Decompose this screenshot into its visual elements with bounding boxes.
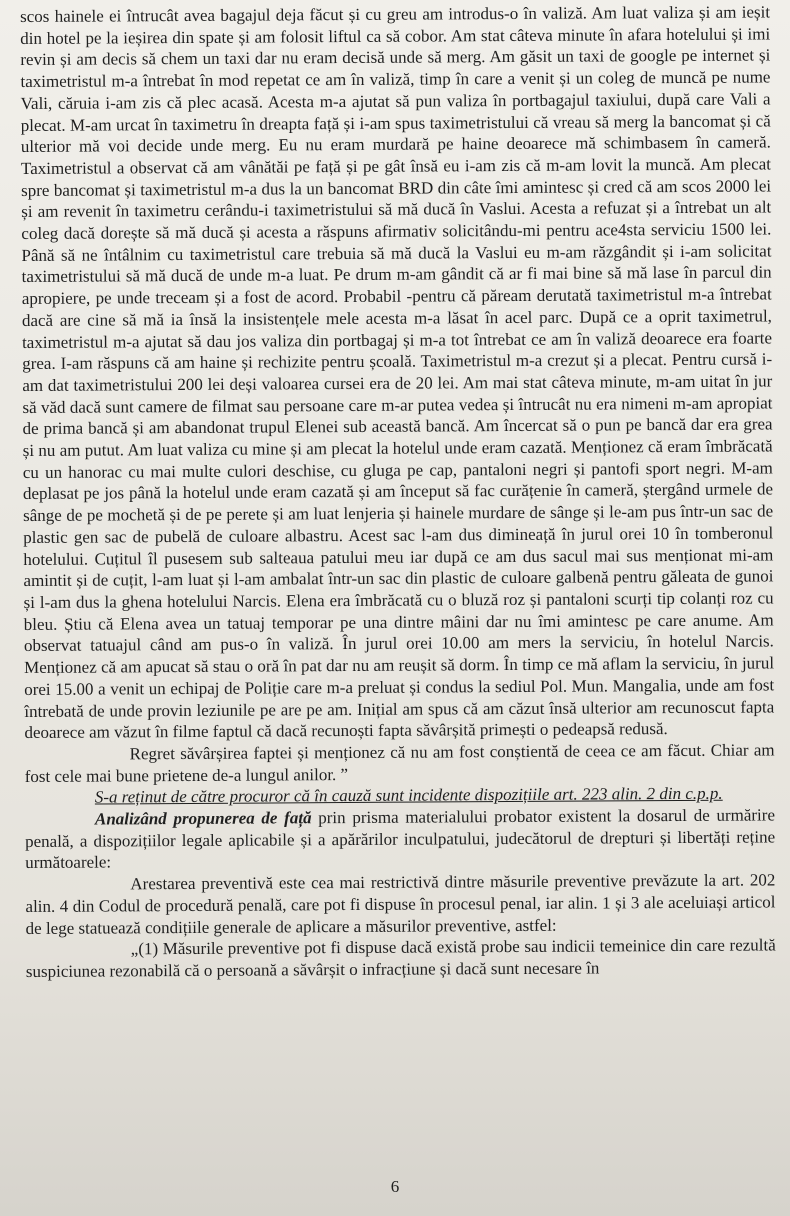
analysis-lead: Analizând propunerea de față <box>94 808 312 829</box>
regret-paragraph: Regret săvârșirea faptei și menționez că nu am fost conștientă de ceea ce am făcut. Chiar am fost cele mai bune prietene de-a lungul anilor. ” <box>24 740 775 786</box>
arrest-paragraph: Arestarea preventivă este cea mai restrictivă dintre măsurile preventive prevăzute la art. 202 alin. 4 din Codul de procedură penală, care pot fi dispuse în procesul penal, iar alin. 1 și 3 ale aceluiași articol de lege statuează condițiile generale de aplicare a măsurilor preventive, astfel: <box>25 870 776 938</box>
statement-paragraph: scos hainele ei întrucât avea bagajul deja făcut și cu greu am introdus-o în valiză. Am luat valiza și am ieșit din hotel pe la ieșirea din spate și am folosit liftul ca să cobor. Am stat câteva minute în afara hotelului și imi revin și am decis să chem un taxi dar nu eram decisă unde să merg. Am găsit un taxi de google pe internet și taximetristul m-a întrebat în mod repetat ce am în valiză, timp în care a venit și un coleg de muncă pe nume Vali, căruia i-am zis că plec acasă. Acesta m-a ajutat să pun valiza în portbagajul taxiului, după care Vali a plecat. M-am urcat în taximetru în dreapta față și i-am spus taximetristului că vreau să merg la bancomat și că ulterior mă voi decide unde merg. Eu nu eram murdară pe haine deoarece mă schimbasem în cameră. Taximetristul a observat că am vânătăi pe față și pe gât însă eu i-am zis că m-am lovit la muncă. Am plecat spre bancomat și taximetristul m-a dus la un bancomat BRD din câte îmi amintesc și cred că am scos 2000 lei și am revenit în taximetru cerându-i taximetristului să mă ducă în Vaslui. Acesta a refuzat și a întrebat un alt coleg dacă dorește să mă ducă și acesta a răspuns afirmativ solicitându-mi pentru ace4sta serviciu 1500 lei. Până să ne întâlnim cu taximetristul care trebuia să mă ducă la Vaslui eu m-am răzgândit și i-am solicitat taximetristului să mă ducă de unde m-a luat. Pe drum m-am gândit că ar fi mai bine să mă lase în parcul din apropiere, pe unde treceam și a fost de acord. Probabil -pentru că păream derutată taximetristul m-a întrebat dacă are cine să mă ia însă la insistențele mele acesta m-a lăsat în acel parc. După ce a oprit taximetrul, taximetristul m-a ajutat să dau jos valiza din portbagaj și m-a tot întrebat ce am în valiză deoarece era foarte grea. I-am răspuns că am haine și rechizite pentru școală. Taximetristul m-a crezut și a plecat. Pentru cursă i-am dat taximetristului 200 lei deși valoarea cursei era de 20 lei. Am mai stat câteva minute, m-am uitat în jur să văd dacă sunt camere de filmat sau persoane care m-ar putea vedea și întrucât nu era nimeni m-am apropiat de prima bancă și am abandonat trupul Elenei sub această bancă. Am încercat să o pun pe bancă dar era grea și nu am putut. Am luat valiza cu mine și am plecat la hotelul unde eram cazată. Menționez că eram îmbrăcată cu un hanorac cu mai multe culori deschise, cu gluga pe cap, pantaloni negri și pantofi sport negri. M-am deplasat pe jos până la hotelul unde eram cazată și am început să fac curățenie în cameră, ștergând urmele de sânge de pe mochetă și de pe perete și am luat lenjeria și hainele murdare de sânge și le-am pus într-un sac de plastic gen sac de pubelă de culoare albastru. Acest sac l-am dus dimineață în jurul orei 10 în tomberonul hotelului. Cuțitul îl pusesem sub salteaua patului meu iar după ce am dus sacul mai sus menționat mi-am amintit și de cuțit, l-am luat și l-am ambalat într-un sac din plastic de culoare galbenă pentru găleata de gunoi și l-am dus la ghena hotelului Narcis. Elena era îmbrăcată cu o bluză roz și pantaloni scurți tip colanți roz cu bleu. Știu că Elena avea un tatuaj temporar pe una dintre mâini dar nu îmi amintesc pe care anume. Am observat tatuajul când am pus-o în valiză. În jurul orei 10.00 am mers la serviciu, în hotelul Narcis. Menționez că am apucat să stau o oră în pat dar nu am reușit să dorm. În timp ce mă aflam la serviciu, în jurul orei 15.00 a venit un echipaj de Poliție care m-a preluat și condus la sediul Pol. Mun. Mangalia, unde am fost întrebată de unde provin leziunile pe are pe am. Inițial am spus că am căzut însă ulterior am recunoscut fapta deoarece am văzut în filme faptul că dacă recunoști fapta săvârșită primești o pedeapsă redusă. <box>20 2 775 743</box>
retained-note: S-a reținut de către procuror că în cauză sunt incidente dispozițiile art. 223 alin. 2 din c.p.p. <box>94 784 723 807</box>
document-body <box>20 1 776 982</box>
analysis-rest: prin prisma materialului probator existent la dosarul de urmărire penală, a dispozițiilor legale aplicabile și a apărărilor inculpatului, judecătorul de drepturi și libertăți reține următoarele: <box>25 805 776 873</box>
quote-paragraph: „(1) Măsurile preventive pot fi dispuse dacă există probe sau indicii temeinice din care rezultă suspiciunea rezonabilă că o persoană a săvârșit o infracțiune și dacă sunt necesare în <box>25 935 776 981</box>
page-number: 6 <box>390 1177 400 1196</box>
analysis-paragraph <box>25 804 775 874</box>
